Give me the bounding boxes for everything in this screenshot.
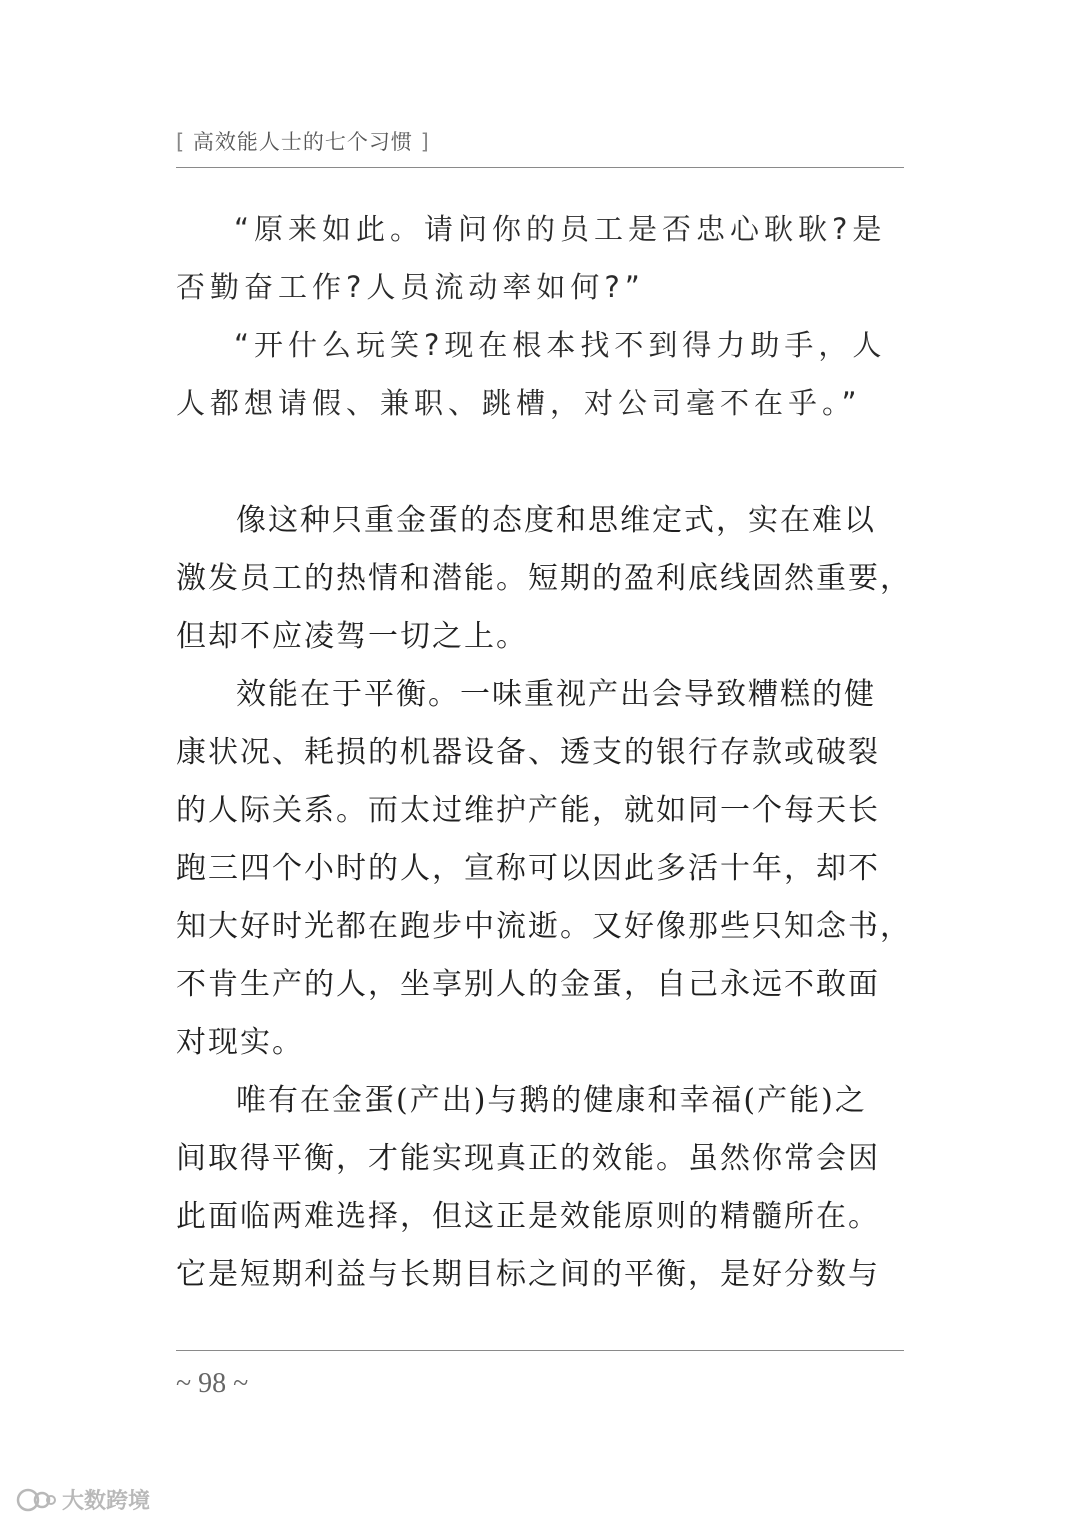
dialogue-paragraph (176, 200, 904, 316)
header-rule (176, 167, 904, 168)
text-line: 知大好时光都在跑步中流逝。又好像那些只知念书， (176, 909, 912, 944)
footer-rule (176, 1350, 904, 1351)
watermark (16, 1484, 150, 1515)
text-line: “开什么玩笑?现在根本找不到得力助手，人 (234, 328, 887, 362)
text-line: 效能在于平衡。一味重视产出会导致糟糕的健 (236, 677, 876, 712)
watermark-text: 大数跨境 (62, 1489, 151, 1514)
text-line: 此面临两难选择，但这正是效能原则的精髓所在。 (176, 1199, 880, 1234)
text-line: “原来如此。请问你的员工是否忠心耿耿?是 (234, 212, 887, 246)
text-line: 否勤奋工作?人员流动率如何?” (176, 270, 645, 304)
text-line: 激发员工的热情和潜能。短期的盈利底线固然重要， (176, 561, 912, 596)
logo-icon (16, 1485, 56, 1515)
text-line: 的人际关系。而太过维护产能，就如同一个每天长 (176, 793, 880, 828)
body-text (176, 492, 912, 1304)
text-line: 间取得平衡，才能实现真正的效能。虽然你常会因 (176, 1141, 880, 1176)
dialogue-paragraph (176, 316, 904, 432)
dialogue-block (176, 200, 904, 432)
body-paragraph (176, 666, 912, 1072)
header-open-bracket: [ (176, 130, 186, 154)
text-line: 不肯生产的人，坐享别人的金蛋，自己永远不敢面 (176, 967, 880, 1002)
text-line: 康状况、耗损的机器设备、透支的银行存款或破裂 (176, 735, 880, 770)
text-line: 跑三四个小时的人，宣称可以因此多活十年，却不 (176, 851, 880, 886)
text-line: 但却不应凌驾一切之上。 (176, 619, 528, 654)
text-line: 对现实。 (176, 1025, 304, 1060)
header-close-bracket: ] (420, 130, 430, 154)
body-paragraph (176, 1072, 904, 1304)
body-paragraph (176, 492, 912, 666)
book-title: 高效能人士的七个习惯 (192, 130, 413, 154)
running-header (176, 126, 430, 156)
text-line: 唯有在金蛋(产出)与鹅的健康和幸福(产能)之 (236, 1083, 867, 1118)
text-line: 它是短期利益与长期目标之间的平衡，是好分数与 (176, 1257, 880, 1292)
text-line: 人都想请假、兼职、跳槽，对公司毫不在乎。” (176, 386, 862, 420)
text-line: 像这种只重金蛋的态度和思维定式，实在难以 (236, 503, 876, 538)
page-number: ~ 98 ~ (176, 1368, 249, 1399)
